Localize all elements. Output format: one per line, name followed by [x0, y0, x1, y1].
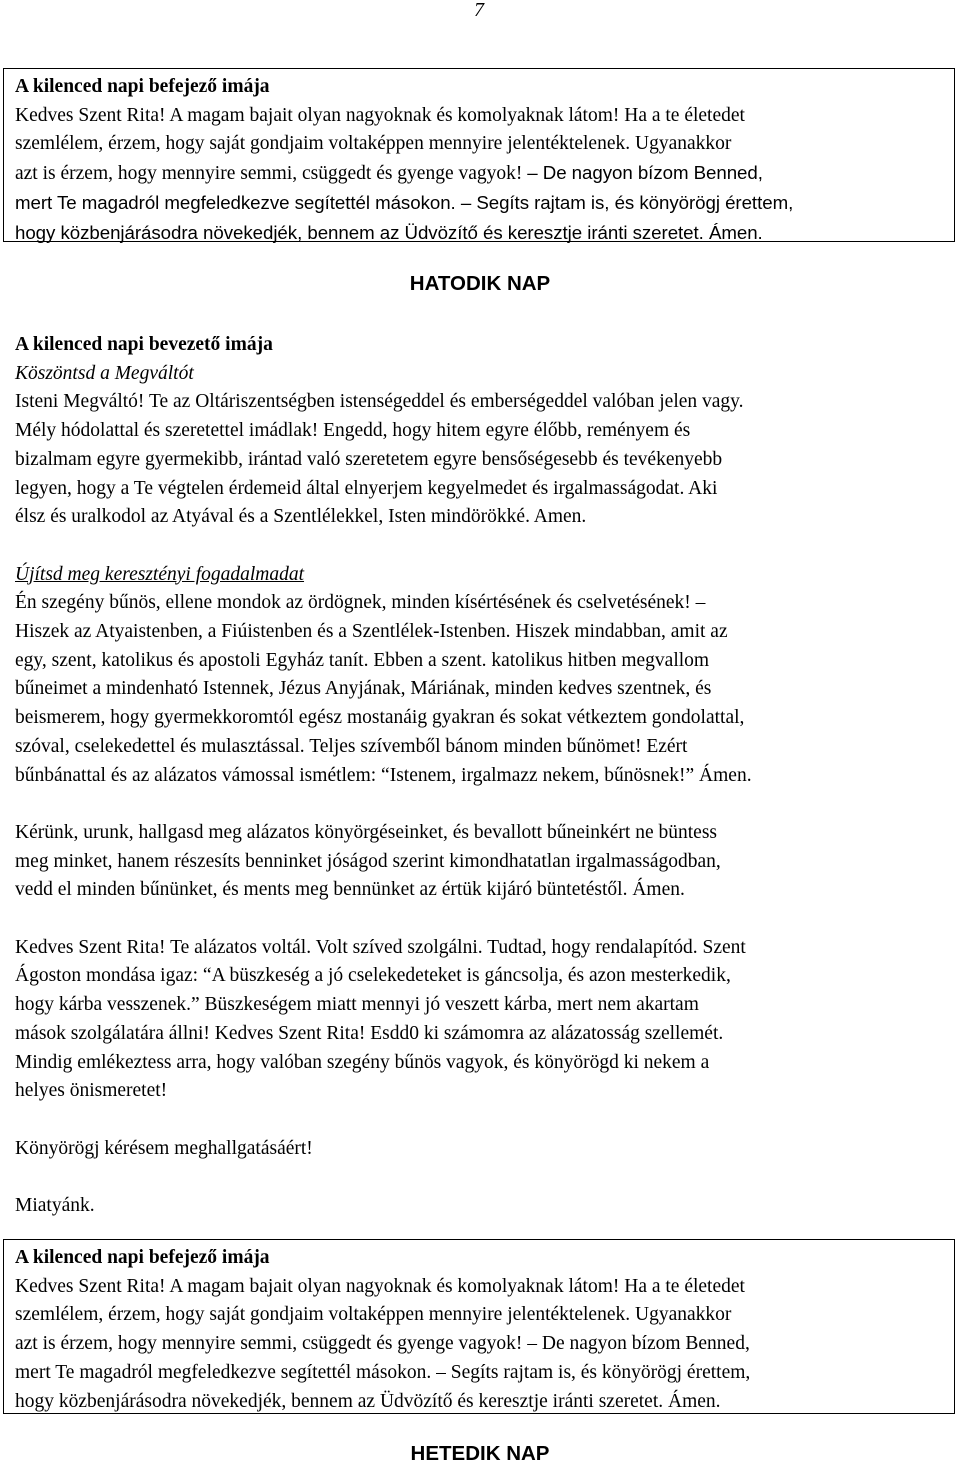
- day-heading: HATODIK NAP: [409, 272, 551, 295]
- text-line: élsz és uralkodol az Atyával és a Szentlélekkel, Isten mindörökké. Amen.: [15, 506, 587, 528]
- text-line: Hiszek az Atyaistenben, a Fiúistenben és a Szentlélek-Istenben. Hiszek mindabban, amit az: [15, 621, 728, 643]
- text-line: mások szolgálatára állni! Kedves Szent Rita! Esdd0 ki számomra az alázatosság szellemét.: [15, 1022, 724, 1044]
- text-line: Mély hódolattal és szeretettel imádlak! Engedd, hogy hitem egyre élőbb, reményem és: [15, 420, 691, 442]
- closing-prayer-title: A kilenced napi befejező imája: [15, 1247, 270, 1268]
- text-line: egy, szent, katolikus és apostoli Egyház tanít. Ebben a szent. katolikus hitben megvallom: [15, 649, 710, 671]
- text-line: legyen, hogy a Te végtelen érdemeid által elnyerjem kegyelmedet és irgalmasságodat. Aki: [15, 477, 718, 499]
- text-line: beismerem, hogy gyermekkoromtól egész mostanáig gyakran és sokat vétkeztem gondolattal,: [15, 707, 745, 729]
- text-line: szóval, cselekedettel és mulasztással. Teljes szívemből bánom minden bűnömet! Ezért: [15, 735, 688, 757]
- day-heading: HETEDIK NAP: [410, 1442, 550, 1465]
- closing-prayer-line: hogy közbenjárásodra növekedjék, bennem az Üdvözítő és keresztje iránti szeretet. Ámen.: [15, 221, 763, 243]
- lords-prayer-line: Miatyánk.: [15, 1195, 95, 1217]
- closing-prayer-box: [3, 68, 955, 242]
- closing-prayer-line: mert Te magadról megfeledkezve segítettél másokon. – Segíts rajtam is, és könyörögj érettem,: [15, 1361, 751, 1383]
- closing-prayer-box: [3, 1239, 955, 1414]
- closing-prayer-line: hogy közbenjárásodra növekedjék, bennem az Üdvözítő és keresztje iránti szeretet. Ámen.: [15, 1390, 721, 1412]
- closing-prayer-line: azt is érzem, hogy mennyire semmi, csüggedt és gyenge vagyok! – De nagyon bízom Benned,: [15, 162, 763, 185]
- closing-prayer-line: Kedves Szent Rita! A magam bajait olyan nagyoknak és komolyaknak látom! Ha a te életedet: [15, 104, 745, 126]
- closing-prayer-line: azt is érzem, hogy mennyire semmi, csüggedt és gyenge vagyok! – De nagyon bízom Benned,: [15, 1333, 750, 1355]
- text-line: Ágoston mondása igaz: “A büszkeség a jó cselekedeteket is gáncsolja, és azon mesterkedik,: [15, 965, 731, 987]
- page-number: 7: [474, 0, 484, 21]
- text-line: Én szegény bűnös, ellene mondok az ördögnek, minden kísértésének és cselvetésének! –: [15, 592, 706, 614]
- text-line: Kedves Szent Rita! Te alázatos voltál. Volt szíved szolgálni. Tudtad, hogy rendalapítód. Szent: [15, 936, 746, 958]
- closing-prayer-line: Kedves Szent Rita! A magam bajait olyan nagyoknak és komolyaknak látom! Ha a te életedet: [15, 1275, 745, 1297]
- intro-prayer-subtitle: Köszöntsd a Megváltót: [15, 362, 194, 384]
- closing-prayer-line: mert Te magadról megfeledkezve segítettél másokon. – Segíts rajtam is, és könyörögj érettem,: [15, 191, 794, 213]
- closing-prayer-title: A kilenced napi befejező imája: [15, 76, 270, 97]
- text-line: meg minket, hanem részesíts benninket jóságod szerint kimondhatatlan irgalmasságodban,: [15, 850, 721, 872]
- text-line: Kérünk, urunk, hallgasd meg alázatos könyörgéseinket, és bevallott bűneinkért ne büntess: [15, 821, 717, 843]
- text-line: vedd el minden bűnünket, és ments meg bennünket az értük kijáró büntetéstől. Ámen.: [15, 879, 685, 901]
- text-line: hogy kárba vesszenek.” Büszkeségem miatt mennyi jó veszett kárba, mert nem akartam: [15, 994, 699, 1016]
- text-line: bizalmam egyre gyermekibb, irántad való szeretetem egyre bensőségesebb és tevékenyebb: [15, 448, 723, 470]
- vows-title: Újítsd meg keresztényi fogadalmadat: [15, 563, 305, 585]
- text-line: Isteni Megváltó! Te az Oltáriszentségben istenségeddel és emberségeddel valóban jelen vagy.: [15, 391, 744, 413]
- text-line: bűneimet a mindenható Istennek, Jézus Anyjának, Máriának, minden kedves szentnek, és: [15, 678, 712, 700]
- plea-line: Könyörögj kérésem meghallgatásáért!: [15, 1137, 313, 1159]
- closing-prayer-line: szemlélem, érzem, hogy saját gondjaim voltaképpen mennyire jelentéktelenek. Ugyanakkor: [15, 1304, 732, 1326]
- text-line: bűnbánattal és az alázatos vámossal ismétlem: “Istenem, irgalmazz nekem, bűnösnek!” Ámen.: [15, 764, 752, 786]
- intro-prayer-title: A kilenced napi bevezető imája: [15, 334, 273, 355]
- text-line: Mindig emlékeztess arra, hogy valóban szegény bűnös vagyok, és könyörögd ki nekem a: [15, 1051, 710, 1073]
- main-content: [15, 331, 950, 1221]
- text-line: helyes önismeretet!: [15, 1080, 168, 1102]
- closing-prayer-line: szemlélem, érzem, hogy saját gondjaim voltaképpen mennyire jelentéktelenek. Ugyanakkor: [15, 133, 732, 155]
